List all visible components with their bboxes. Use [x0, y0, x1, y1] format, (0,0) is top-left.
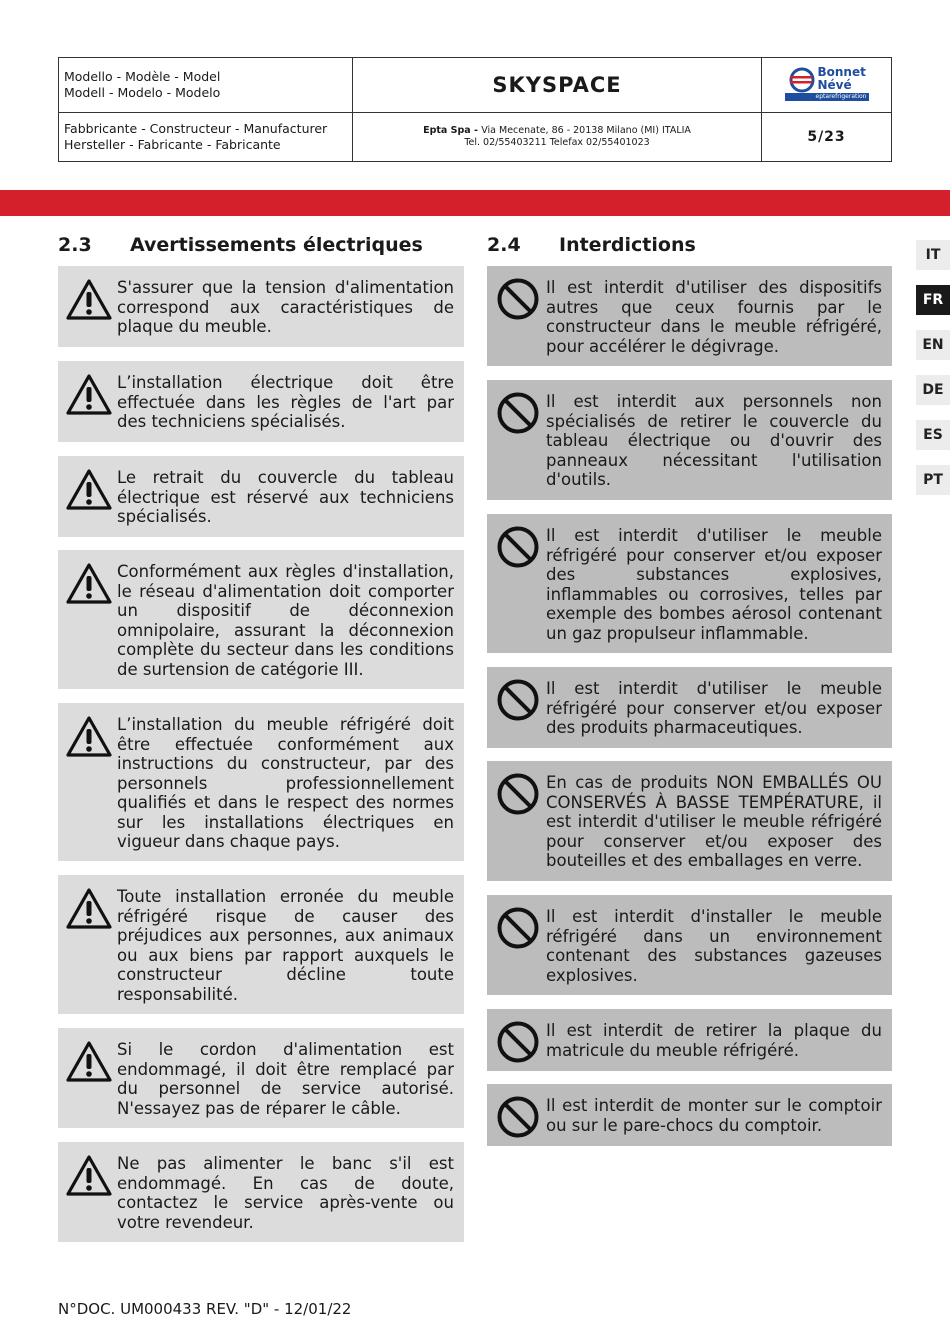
- prohibition-text: Il est interdit d'utiliser le meuble réfrigéré pour conserver et/ou exposer des produits pharmaceutiques.: [546, 679, 882, 737]
- prohibition-text: Il est interdit d'utiliser des dispositifs autres que ceux fournis par le constructeur dans le meuble réfrigéré, pour accélérer le dégivrage.: [546, 278, 882, 356]
- warning-icon: [66, 715, 112, 757]
- section-title: Avertissements électriques: [130, 234, 423, 256]
- company-phone: Tel. 02/55403211 Telefax 02/55401023: [464, 137, 650, 148]
- page-number-cell: [761, 112, 892, 162]
- language-tab-de[interactable]: DE: [916, 375, 950, 405]
- page-number: 5/23: [807, 129, 846, 145]
- manufacturer-label-line2: Hersteller - Fabricante - Fabricante: [64, 137, 281, 152]
- bonnet-neve-logo: [785, 66, 869, 104]
- model-label-line1: Modello - Modèle - Model: [64, 69, 221, 84]
- language-tab-fr[interactable]: FR: [916, 285, 950, 315]
- language-tabs: [916, 240, 950, 510]
- logo-line1: Bonnet: [817, 65, 866, 79]
- prohibition-item: [487, 514, 892, 653]
- warning-item: [58, 361, 464, 442]
- warning-icon: [66, 1040, 112, 1082]
- warning-item: [58, 266, 464, 347]
- manufacturer-label-line1: Fabbricante - Constructeur - Manufacturer: [64, 121, 328, 136]
- warning-text: S'assurer que la tension d'alimentation correspond aux caractéristiques de plaque du meuble.: [117, 278, 454, 336]
- prohibition-text: En cas de produits NON EMBALLÉS OU CONSERVÉS À BASSE TEMPÉRATURE, il est interdit d'utiliser le meuble réfrigéré pour conserver et/ou exposer des bouteilles et des emballages en verre.: [546, 773, 882, 870]
- prohibition-item: [487, 761, 892, 881]
- warning-text: L’installation du meuble réfrigéré doit être effectuée conformément aux instructions du constructeur, par des personnels professionnellement qualifiés et dans le respect des normes sur les installations électriques en vigueur dans chaque pays.: [117, 715, 454, 851]
- warning-item: [58, 703, 464, 861]
- language-tab-es[interactable]: ES: [916, 420, 950, 450]
- header-row-model: [59, 58, 891, 113]
- warning-text: Si le cordon d'alimentation est endommagé, il doit être remplacé par du personnel de service autorisé. N'essayez pas de réparer le câble.: [117, 1040, 454, 1118]
- prohibition-text: Il est interdit aux personnels non spécialisés de retirer le couvercle du tableau électrique ou d'ouvrir des panneaux nécessitant l'utilisation d'outils.: [546, 392, 882, 489]
- product-cell: [353, 58, 762, 112]
- section-number: 2.3: [58, 234, 92, 256]
- prohibition-item: [487, 266, 892, 366]
- warning-icon: [66, 887, 112, 929]
- company-name: Epta Spa -: [423, 125, 482, 136]
- logo-cell: [761, 58, 892, 112]
- prohibited-icon: [495, 1021, 541, 1063]
- manufacturer-details: [353, 112, 762, 162]
- prohibition-item: [487, 895, 892, 995]
- language-tab-en[interactable]: EN: [916, 330, 950, 360]
- warning-icon: [66, 373, 112, 415]
- company-address: Via Mecenate, 86 - 20138 Milano (MI) ITALIA: [481, 125, 691, 136]
- warning-text: L’installation électrique doit être effectuée dans les règles de l'art par des techniciens spécialisés.: [117, 373, 454, 431]
- prohibition-item: [487, 1084, 892, 1146]
- warning-icon: [66, 278, 112, 320]
- warning-text: Le retrait du couvercle du tableau électrique est réservé aux techniciens spécialisés.: [117, 468, 454, 526]
- prohibition-item: [487, 380, 892, 500]
- prohibition-text: Il est interdit d'utiliser le meuble réfrigéré pour conserver et/ou exposer des substances explosives, inflammables ou corrosives, telles par exemple des bombes aérosol contenant un gaz propulseur inflammable.: [546, 526, 882, 643]
- warning-text: Ne pas alimenter le banc s'il est endommagé. En cas de doute, contactez le service après-vente ou votre revendeur.: [117, 1154, 454, 1232]
- logo-text: [818, 66, 866, 92]
- prohibition-item: [487, 1009, 892, 1071]
- prohibition-text: Il est interdit de retirer la plaque du matricule du meuble réfrigéré.: [546, 1021, 882, 1060]
- prohibited-icon: [495, 526, 541, 568]
- warning-icon: [66, 468, 112, 510]
- prohibited-icon: [495, 392, 541, 434]
- logo-subline: eptarefrigeration: [785, 93, 869, 101]
- warning-icon: [66, 562, 112, 604]
- manufacturer-address-line: [423, 125, 691, 137]
- warning-item: [58, 456, 464, 537]
- prohibition-text: Il est interdit d'installer le meuble réfrigéré dans un environnement contenant des substances gazeuses explosives.: [546, 907, 882, 985]
- warning-item: [58, 1028, 464, 1128]
- prohibited-icon: [495, 679, 541, 721]
- document-footer: N°DOC. UM000433 REV. "D" - 12/01/22: [58, 1300, 352, 1318]
- warning-item: [58, 1142, 464, 1242]
- model-label-line2: Modell - Modelo - Modelo: [64, 85, 221, 100]
- red-band-divider: [0, 190, 950, 216]
- product-name: SKYSPACE: [492, 73, 622, 97]
- section-heading-electrical: [58, 234, 423, 256]
- warning-item: [58, 550, 464, 689]
- section-heading-prohibitions: [487, 234, 696, 256]
- manufacturer-label: [59, 112, 353, 162]
- logo-line2: Névé: [817, 78, 852, 92]
- warning-text: Toute installation erronée du meuble réfrigéré risque de causer des préjudices aux personnes, aux animaux ou aux biens par rapport auxquels le constructeur décline toute responsabilité.: [117, 887, 454, 1004]
- language-tab-it[interactable]: IT: [916, 240, 950, 270]
- prohibited-icon: [495, 1096, 541, 1138]
- prohibition-item: [487, 667, 892, 748]
- logo-euro-icon: [787, 66, 817, 94]
- prohibited-icon: [495, 907, 541, 949]
- warning-item: [58, 875, 464, 1014]
- prohibited-icon: [495, 773, 541, 815]
- prohibition-text: Il est interdit de monter sur le comptoir ou sur le pare-chocs du comptoir.: [546, 1096, 882, 1135]
- model-label: [59, 58, 353, 112]
- warning-icon: [66, 1154, 112, 1196]
- section-title: Interdictions: [559, 234, 696, 256]
- header-row-manufacturer: [59, 112, 891, 162]
- document-header: [58, 57, 892, 162]
- prohibited-icon: [495, 278, 541, 320]
- warning-text: Conformément aux règles d'installation, le réseau d'alimentation doit comporter un dispositif de déconnexion omnipolaire, assurant la déconnexion complète du secteur dans les conditions de surtension de catégorie III.: [117, 562, 454, 679]
- section-number: 2.4: [487, 234, 521, 256]
- language-tab-pt[interactable]: PT: [916, 465, 950, 495]
